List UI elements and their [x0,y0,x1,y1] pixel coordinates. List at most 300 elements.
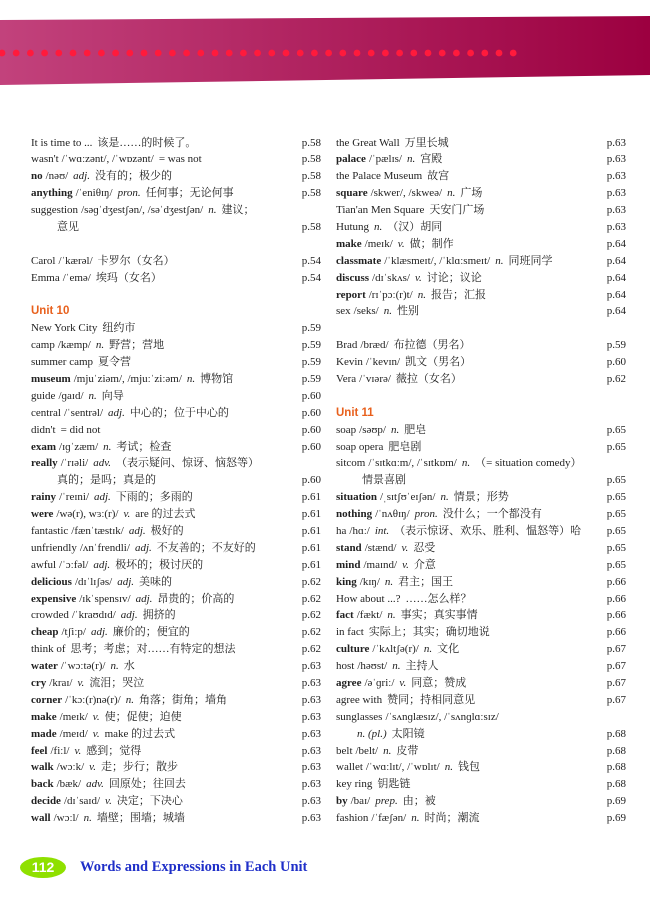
phonetic: /seks/ [353,305,379,318]
phonetic: /ˈkʌltʃə(r)/ [372,643,419,656]
banner-dot [41,50,48,57]
banner-dot [297,50,304,57]
page-reference: p.62 [301,643,321,656]
headword: water [31,660,58,673]
phonetic: /ˈsʌnɡlæsɪz/, /ˈsʌnɡlɑːsɪz/ [385,710,499,723]
part-of-speech: n. [423,643,433,656]
phonetic: /maɪnd/ [363,558,398,571]
banner-dot [226,50,233,57]
definition: 肥皂剧 [388,440,422,453]
vocab-entry [31,759,321,776]
banner-dot [496,50,503,57]
definition: 决定；下决心 [116,795,183,808]
page-reference: p.63 [606,136,626,149]
part-of-speech: n. [447,187,456,200]
definition: 真的；是吗；真是的 [57,474,156,487]
banner-dot [453,50,460,57]
page-reference: p.65 [606,541,626,554]
banner-dot [467,50,474,57]
definition: 情景喜剧 [362,474,406,487]
definition: 布拉德（男名） [393,339,471,352]
phonetic: /ˈeniθɪŋ/ [75,187,113,200]
vocab-entry [336,135,626,152]
part-of-speech: v. [399,677,407,689]
page-reference: p.62 [301,626,321,639]
definition: 夏令营 [98,356,132,369]
page-reference: p.63 [301,727,321,740]
part-of-speech: n. [411,812,420,825]
vocab-entry [336,591,626,608]
page-reference: p.60 [301,389,321,402]
vocab-entry [31,320,321,337]
headword: belt [336,744,353,757]
phonetic: /dɪˈlɪʃəs/ [74,575,113,588]
page-reference: p.64 [606,305,626,318]
definition: 拥挤的 [142,609,176,622]
headword: nothing [336,508,373,521]
page-reference: p.59 [301,372,321,385]
definition: 意见 [57,220,79,233]
vocab-entry [336,607,626,624]
headword: host [336,660,355,673]
phonetic: /mjuˈziəm/, /mjuːˈziːəm/ [73,372,182,385]
vocab-entry [31,168,321,185]
definition: 赞同；持相同意见 [387,693,476,706]
headword: classmate [336,254,382,267]
banner-dot [439,50,446,57]
definition: make 的过去式 [104,727,176,740]
headword: Emma [31,271,60,284]
vocab-entry [31,523,321,540]
page-reference: p.59 [301,322,321,335]
phonetic: /ˈwɔːtə(r)/ [60,660,106,673]
headword: sitcom [336,457,366,470]
part-of-speech: int. [374,524,390,537]
banner-dot [396,50,403,57]
phonetic: /stænd/ [364,541,397,554]
phonetic: /kɪŋ/ [359,575,380,588]
vocab-entry [31,270,321,287]
vocab-entry [31,709,321,726]
page-reference: p.62 [301,609,321,622]
vocab-entry [31,135,321,152]
phonetic: /fækt/ [356,609,383,622]
phonetic: /dɪˈskʌs/ [372,271,410,284]
part-of-speech: v. [89,761,96,774]
phonetic: /ɪkˈspensɪv/ [79,592,131,605]
vocab-entry [336,523,626,540]
banner-dot [70,50,77,57]
headword: expensive [31,592,77,605]
part-of-speech: v. [74,744,82,757]
vocab-entry [31,692,321,709]
headword: decide [31,795,61,808]
phonetic: /ˈkevɪn/ [365,356,401,369]
vocab-entry [336,793,626,810]
vocab-entry [31,776,321,793]
vocab-entry [336,692,626,709]
page-reference: p.58 [301,220,321,233]
part-of-speech: n. [208,204,217,217]
part-of-speech: n. [103,440,112,453]
vocab-entry [31,151,321,168]
definition: 该是……的时候了。 [97,136,197,149]
headword: soap opera [336,440,384,453]
phonetic: /bræd/ [360,339,389,352]
phonetic: /həʊst/ [357,660,388,673]
banner-dot [354,50,361,57]
definition: 实际上；其实；确切地说 [368,626,490,639]
banner-dot [510,50,517,57]
page-number-badge: 112 [20,857,66,878]
page-reference: p.58 [301,136,321,149]
part-of-speech: n. [406,153,416,166]
headword: report [336,288,366,301]
headword: no [31,170,43,183]
part-of-speech: v. [414,271,422,284]
spacer [336,320,626,337]
definition: 考试；检查 [116,440,172,453]
part-of-speech: n. [390,423,400,436]
banner-dot [98,50,105,57]
page-reference: p.65 [606,474,626,487]
headword: central [31,406,61,419]
headword: New York City [31,322,98,335]
headword: soap [336,423,357,436]
headword: the Palace Museum [336,170,423,183]
headword: Tian'an Men Square [336,204,425,217]
vocab-entry [336,422,626,439]
page-reference: p.66 [606,626,626,639]
vocab-entry [31,743,321,760]
headword: walk [31,761,54,774]
part-of-speech: n. [83,812,92,825]
vocab-entry [336,540,626,557]
banner-band [0,16,650,85]
vocab-entry [31,337,321,354]
headword: Brad [336,339,358,352]
phonetic: /meɪk/ [364,237,393,250]
part-of-speech: n. [110,660,119,673]
headword: square [336,187,368,200]
spacer [31,287,321,304]
part-of-speech: adj. [108,406,125,419]
vocab-entry [31,557,321,574]
page-reference: p.63 [301,710,321,723]
vocab-entry [31,202,321,219]
headword: unfriendly [31,541,77,554]
page-reference: p.61 [301,491,321,504]
page-reference: p.67 [606,643,626,656]
part-of-speech: n. [461,457,471,470]
part-of-speech: n. [440,491,449,504]
vocab-entry [336,743,626,760]
page-reference: p.60 [301,406,321,419]
phonetic: /tʃiːp/ [61,626,86,639]
definition: 墙壁；围墙；城墙 [96,812,185,825]
part-of-speech: adj. [120,609,138,622]
definition: 太阳镜 [391,727,425,740]
headword: Carol [31,254,56,267]
banner-dot [183,50,190,57]
headword: Hutung [336,220,369,233]
page-reference: p.66 [606,609,626,622]
vocab-entry [336,151,626,168]
headword: king [336,575,357,588]
definition: 做；制作 [409,237,454,250]
vocab-entry [336,253,626,270]
definition: 走；步行；散步 [100,761,178,774]
definition: 主持人 [405,660,439,673]
headword: crowded [31,609,69,622]
vocab-entry [31,793,321,810]
spacer [336,388,626,405]
definition: （表示疑问、惊讶、恼怒等） [116,457,260,470]
headword: cry [31,677,47,689]
banner-dot [481,50,488,57]
part-of-speech: adj. [73,170,90,183]
banner-dot [325,50,332,57]
part-of-speech: n. [387,609,396,622]
page-reference: p.69 [606,812,626,825]
page-reference: p.58 [301,187,321,200]
page-reference: p.67 [606,677,626,689]
vocab-entry [336,489,626,506]
definition: 性别 [396,305,419,318]
headword: in fact [336,626,364,639]
banner-dot [13,50,20,57]
definition: 不友善的；不友好的 [156,541,256,554]
definition: 廉价的；便宜的 [112,626,190,639]
definition: 极坏的；极讨厌的 [115,558,204,571]
definition: 博物馆 [200,372,234,385]
headword: suggestion [31,204,79,217]
page-reference: p.60 [301,423,321,436]
phonetic: /belt/ [355,744,379,757]
vocab-entry [336,759,626,776]
page-reference: p.61 [301,558,321,571]
headword: How about ...? [336,592,401,605]
vocab-entry [336,641,626,658]
definition: 美味的 [139,575,173,588]
vocab-entry [336,185,626,202]
definition: 介意 [413,558,436,571]
phonetic: /ɡaɪd/ [58,389,84,402]
vocab-entry [31,810,321,827]
page-reference: p.67 [606,693,626,706]
page-reference: p.64 [606,271,626,284]
definition: 水 [123,660,135,673]
vocab-entry [336,506,626,523]
vocab-entry [336,371,626,388]
page-reference: p.58 [301,170,321,183]
definition: 讨论；议论 [426,271,482,284]
definition: 没什么；一个都没有 [442,508,542,521]
phonetic: /ˈklæsmeɪt/, /ˈklɑːsmeɪt/ [384,254,491,267]
phonetic: /ˈnʌθɪŋ/ [375,508,410,521]
vocab-entry [31,726,321,743]
vocab-entry [31,405,321,422]
definition: = did not [60,423,101,436]
phonetic: /kæmp/ [57,339,91,352]
definition: 由；被 [402,795,436,808]
phonetic: /ˈemə/ [62,271,91,284]
definition: 中心的；位于中心的 [129,406,229,419]
headword: rainy [31,491,57,504]
vocab-entry [31,354,321,371]
definition: 宫殿 [420,153,443,166]
part-of-speech: adj. [93,558,111,571]
phonetic: /kraɪ/ [49,677,73,689]
headword: mind [336,558,361,571]
definition: 角落；街角；墙角 [138,693,227,706]
right-column [336,135,626,828]
part-of-speech: n. [417,288,426,301]
headword: by [336,795,348,808]
phonetic: /ˈreɪni/ [59,491,89,504]
banner-dot [410,50,417,57]
vocab-entry [336,810,626,827]
vocab-entry [31,675,321,692]
page-reference: p.66 [606,592,626,605]
spacer [31,236,321,253]
definition: 故宫 [427,170,450,183]
headword: Vera [336,372,357,385]
definition: 钥匙链 [377,778,411,791]
entry-continuation [31,219,321,236]
phonetic: /meɪd/ [59,727,88,740]
page-reference: p.68 [606,727,626,740]
headword: fact [336,609,354,622]
page-reference: p.54 [301,254,321,267]
headword: palace [336,153,366,166]
part-of-speech: n. [495,254,504,267]
part-of-speech: v. [105,795,112,808]
vocab-entry [336,624,626,641]
definition: 肥皂 [404,423,427,436]
headword: cheap [31,626,59,639]
part-of-speech: v. [402,558,409,571]
page-reference: p.59 [301,339,321,352]
phonetic: /ˌsɪtʃʊˈeɪʃən/ [379,491,436,504]
part-of-speech: adj. [94,491,111,504]
part-of-speech: adj. [117,575,135,588]
headword: agree [336,677,362,689]
page-reference: p.63 [606,170,626,183]
banner-dot [311,50,318,57]
page-reference: p.68 [606,744,626,757]
entry-continuation [336,726,626,743]
banner-dot [240,50,247,57]
definition: 昂贵的；价高的 [157,592,235,605]
vocab-entry [31,388,321,405]
part-of-speech: prep. [375,795,398,808]
banner-dot [55,50,62,57]
phonetic: /ˈsentrəl/ [63,406,104,419]
definition: 事实；真实事情 [400,609,478,622]
vocab-entry [336,574,626,591]
vocab-entry [336,709,626,726]
definition: 建议； [221,204,255,217]
part-of-speech: n. [186,372,196,385]
definition: 同意；赞成 [411,677,467,689]
vocab-entry [336,675,626,692]
vocab-entry [31,489,321,506]
page-reference: p.65 [606,524,626,537]
vocab-entry [336,236,626,253]
page-reference: p.62 [606,372,626,385]
definition: 同班同学 [508,254,553,267]
part-of-speech: n. [95,339,105,352]
page-reference: p.59 [301,356,321,369]
page-reference: p.65 [606,423,626,436]
definition: 文化 [437,643,460,656]
headword: situation [336,491,377,504]
vocab-entry [336,303,626,320]
vocab-entry [336,658,626,675]
headword: make [336,237,362,250]
header-banner [0,0,650,100]
running-footer-title: Words and Expressions in Each Unit [80,859,308,875]
unit-heading: Unit 11 [336,406,374,419]
page-reference: p.63 [606,220,626,233]
headword: key ring [336,778,373,791]
definition: 埃玛（女名） [95,271,162,284]
vocab-entry [336,776,626,793]
phonetic: /ˈwɑːlɪt/, /ˈwɒlɪt/ [365,761,440,774]
part-of-speech: adj. [134,541,152,554]
headword: sex [336,305,351,318]
headword: museum [31,372,71,385]
phonetic: /fænˈtæstɪk/ [71,524,124,537]
phonetic: /ˈkɔː(r)nə(r)/ [65,693,121,706]
headword: fashion [336,812,369,825]
part-of-speech: adj. [128,524,146,537]
page-reference: p.61 [301,508,321,521]
part-of-speech: n. [384,575,394,588]
definition: 万里长城 [404,136,449,149]
banner-dot [382,50,389,57]
vocab-entry [31,540,321,557]
page-reference: p.68 [606,778,626,791]
headword: summer camp [31,356,94,369]
vocab-entry [336,439,626,456]
definition: 野营；营地 [109,339,165,352]
phonetic: /səʊp/ [359,423,386,436]
page-reference: p.63 [301,795,321,808]
headword: discuss [336,271,370,284]
part-of-speech: v. [397,237,405,250]
vocab-entry [31,185,321,202]
headword: were [31,508,54,521]
headword: corner [31,693,63,706]
banner-dot [339,50,346,57]
definition: 君主；国王 [398,575,454,588]
definition: 天安门广场 [429,204,485,217]
phonetic: /ˈkraʊdɪd/ [71,609,116,622]
entry-continuation [336,472,626,489]
part-of-speech: n. [88,389,97,402]
definition: 向导 [101,389,124,402]
headword: didn't [31,423,56,436]
headword: Kevin [336,356,363,369]
part-of-speech: v. [77,677,85,689]
headword: sunglasses [336,710,383,723]
banner-dot [155,50,162,57]
part-of-speech: pron. [117,187,141,200]
headword: wasn't [31,153,59,166]
definition: are 的过去式 [135,508,196,521]
